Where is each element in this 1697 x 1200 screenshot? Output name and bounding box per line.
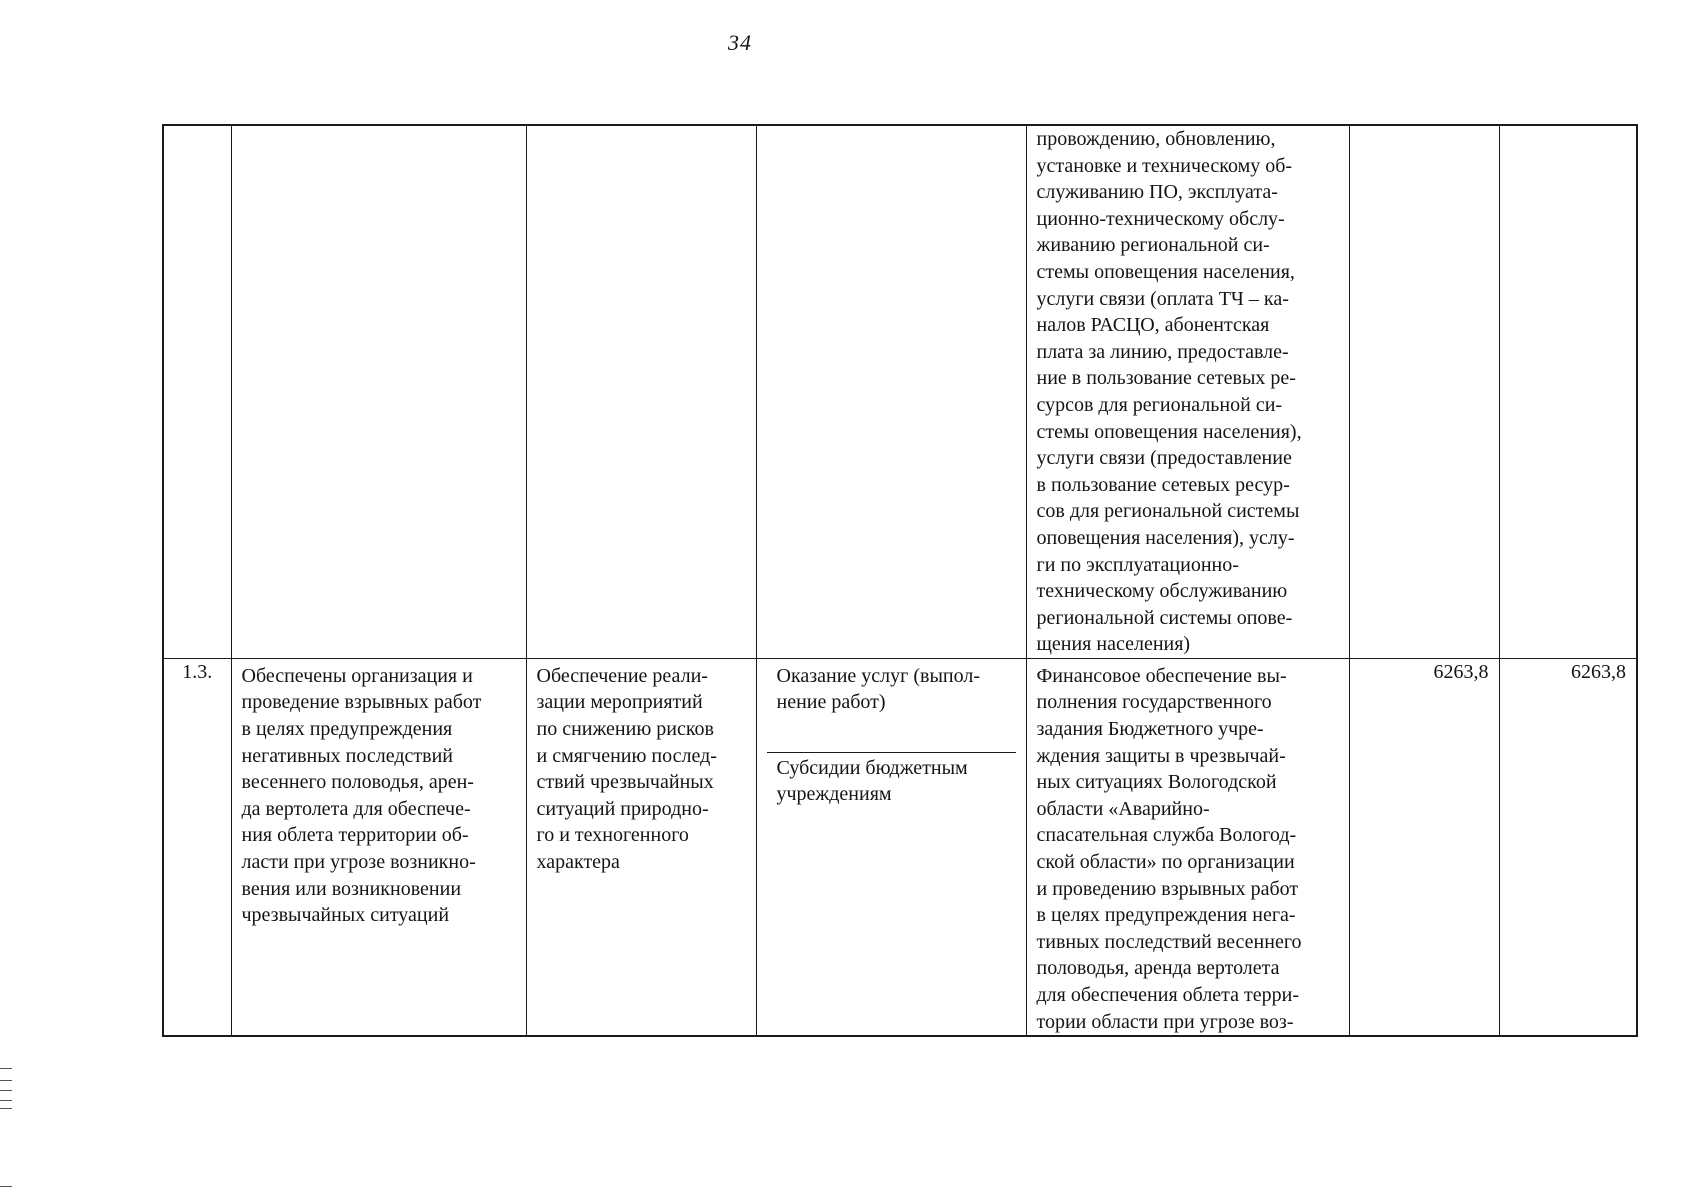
table-row-continuation [163,125,1637,658]
cell-amount-2: 6263,8 [1499,658,1637,1036]
scan-margin-mark [0,1068,12,1069]
cell-result [231,125,526,658]
cell-amount-2 [1499,125,1637,658]
cell-type [756,125,1026,658]
scan-margin-mark [0,1100,12,1101]
cell-description: провождению, обновлению, установке и техническому об- служиванию ПО, эксплуата- ционно-техническому обслу- живанию региональной си- стемы оповещения населения, услуги связи (оплата ТЧ – ка- налов РАСЦО, абонентская плата за линию, предоставле- ние в пользование сетевых ре- сурсов для региональной си- стемы оповещения населения), услуги связи (предоставление в пользование сетевых ресур- сов для региональной системы оповещения населения), услу- ги по эксплуатационно- техническому обслуживанию региональной системы опове- щения населения) [1026,125,1349,658]
page-number: 34 [728,30,752,55]
cell-amount-1 [1349,125,1499,658]
scan-margin-mark [0,1108,12,1109]
cell-measure: Обеспечение реали- зации мероприятий по снижению рисков и смягчению послед- ствий чрезвычайных ситуаций природно- го и техногенного характера [526,658,756,1036]
scan-margin-mark [0,1080,12,1081]
cell-result: Обеспечены организация и проведение взрывных работ в целях предупреждения негативных последствий весеннего половодья, арен- да вертолета для обеспече- ния облета территории об- ласти при угрозе возникно- вения или возникновении чрезвычайных ситуаций [231,658,526,1036]
cell-description: Финансовое обеспечение вы- полнения государственного задания Бюджетного учре- ждения защиты в чрезвычай- ных ситуациях Вологодской области «Аварийно- спасательная служба Вологод- ской области» по организации и проведению взрывных работ в целях предупреждения нега- тивных последствий весеннего половодья, аренда вертолета для обеспечения облета терри- тории области при угрозе воз- [1026,658,1349,1036]
cell-num [163,125,231,658]
scan-margin-mark [0,1186,12,1187]
cell-measure [526,125,756,658]
cell-type-bottom: Субсидии бюджетным учреждениям [776,756,968,806]
cell-type-top: Оказание услуг (выпол- нение работ) [767,659,1016,753]
table-row-1-3 [163,658,1637,1036]
scan-margin-mark [0,1090,12,1091]
cell-num: 1.3. [163,658,231,1036]
cell-amount-1: 6263,8 [1349,658,1499,1036]
cell-type [756,658,1026,1036]
budget-table [162,124,1638,1037]
